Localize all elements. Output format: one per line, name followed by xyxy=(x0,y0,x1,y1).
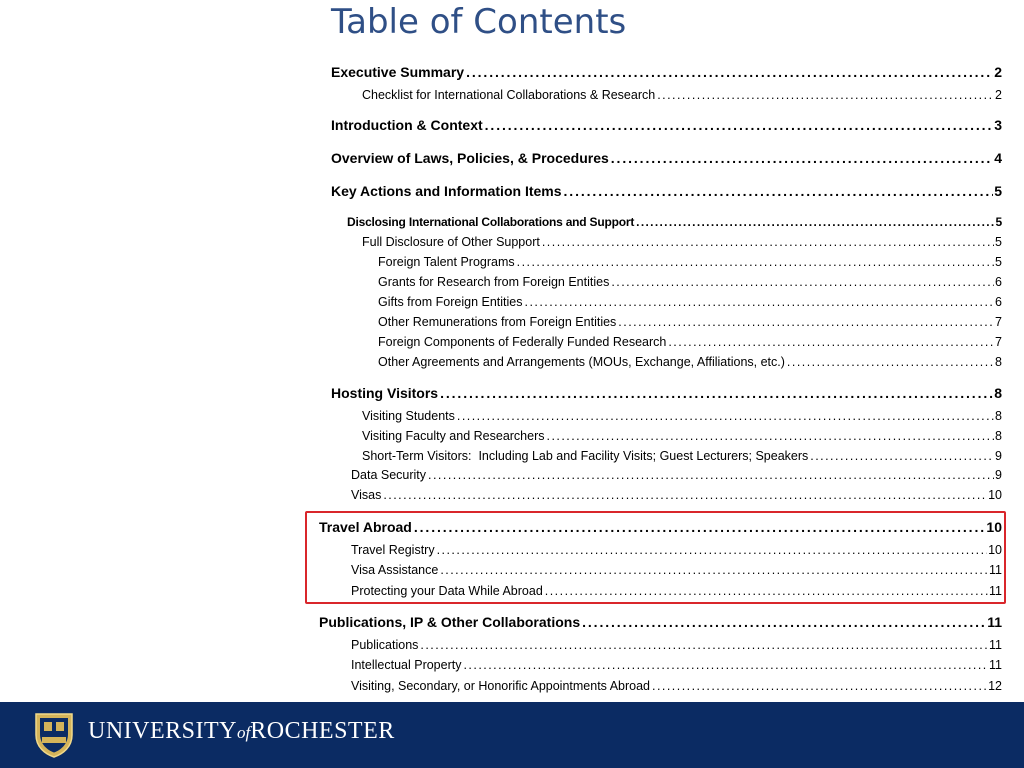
dot-leader xyxy=(457,409,994,423)
dot-leader xyxy=(437,543,988,557)
dot-leader xyxy=(564,183,994,199)
toc-page-number: 9 xyxy=(995,468,1002,482)
toc-entry-other-remunerations[interactable] xyxy=(378,315,1002,329)
toc-entry-label: Overview of Laws, Policies, & Procedures xyxy=(331,150,609,166)
dot-leader xyxy=(466,64,993,80)
toc-entry-publications-ip[interactable] xyxy=(319,614,1002,630)
toc-entry-label: Gifts from Foreign Entities xyxy=(378,295,523,309)
toc-entry-overview-laws[interactable] xyxy=(331,150,1002,166)
toc-entry-intellectual-property[interactable] xyxy=(351,658,1002,672)
dot-leader xyxy=(787,355,994,369)
toc-entry-gifts[interactable] xyxy=(378,295,1002,309)
toc-entry-label: Publications, IP & Other Collaborations xyxy=(319,614,581,630)
toc-page-number: 10 xyxy=(988,543,1002,557)
toc-page-number: 5 xyxy=(995,215,1002,229)
toc-entry-label: Foreign Components of Federally Funded Research xyxy=(378,335,667,349)
toc-entry-visiting-students[interactable] xyxy=(362,409,1002,423)
toc-page-number: 4 xyxy=(994,150,1002,166)
dot-leader xyxy=(485,117,994,133)
wordmark-of: of xyxy=(237,723,251,742)
toc-entry-visiting-appointments[interactable] xyxy=(351,679,1002,693)
toc-page-number: 8 xyxy=(995,355,1002,369)
toc-entry-disclosing[interactable] xyxy=(347,215,1002,229)
toc-page-number: 9 xyxy=(995,449,1002,463)
toc-page-number: 6 xyxy=(995,275,1002,289)
toc-entry-label: Introduction & Context xyxy=(331,117,483,133)
dot-leader xyxy=(636,215,994,229)
dot-leader xyxy=(652,679,987,693)
dot-leader xyxy=(383,488,987,502)
toc-page-number: 5 xyxy=(995,255,1002,269)
wordmark-part1: UNIVERSITY xyxy=(88,718,237,744)
toc-entry-label: Visiting Students xyxy=(362,409,455,423)
toc-entry-visas[interactable] xyxy=(351,488,1002,502)
toc-entry-other-agreements[interactable] xyxy=(378,355,1002,369)
toc-page-number: 6 xyxy=(995,295,1002,309)
toc-entry-label: Visas xyxy=(351,488,382,502)
toc-entry-label: Publications xyxy=(351,638,419,652)
toc-page-number: 11 xyxy=(989,658,1002,672)
toc-page-number: 11 xyxy=(987,614,1002,630)
toc-page-number: 8 xyxy=(995,409,1002,423)
toc-entry-travel-abroad[interactable] xyxy=(319,519,1002,535)
toc-entry-label: Short-Term Visitors: Including Lab and Facility Visits; Guest Lecturers; Speakers xyxy=(362,449,809,463)
dot-leader xyxy=(582,614,986,630)
toc-page-number: 10 xyxy=(988,488,1002,502)
toc-page-number: 5 xyxy=(994,183,1002,199)
toc-entry-foreign-talent[interactable] xyxy=(378,255,1002,269)
dot-leader xyxy=(542,235,994,249)
toc-entry-label: Foreign Talent Programs xyxy=(378,255,515,269)
toc-entry-label: Other Remunerations from Foreign Entities xyxy=(378,315,617,329)
toc-entry-label: Visiting Faculty and Researchers xyxy=(362,429,545,443)
toc-entry-key-actions[interactable] xyxy=(331,183,1002,199)
toc-entry-label: Intellectual Property xyxy=(351,658,462,672)
toc-entry-data-security[interactable] xyxy=(351,468,1002,482)
dot-leader xyxy=(668,335,994,349)
toc-entry-visa-assistance[interactable] xyxy=(351,563,1002,577)
page-title: Table of Contents xyxy=(331,2,627,42)
dot-leader xyxy=(611,150,993,166)
toc-page-number: 5 xyxy=(995,235,1002,249)
toc-page-number: 8 xyxy=(994,385,1002,401)
wordmark-part2: ROCHESTER xyxy=(250,718,395,744)
toc-entry-label: Key Actions and Information Items xyxy=(331,183,562,199)
toc-entry-short-term-visitors[interactable] xyxy=(362,449,1002,463)
toc-entry-foreign-components[interactable] xyxy=(378,335,1002,349)
toc-page-number: 11 xyxy=(989,563,1002,577)
toc-entry-label: Hosting Visitors xyxy=(331,385,439,401)
toc-page-number: 10 xyxy=(986,519,1002,535)
university-wordmark xyxy=(88,717,395,747)
toc-entry-introduction[interactable] xyxy=(331,117,1002,133)
toc-entry-publications[interactable] xyxy=(351,638,1002,652)
toc-page-number: 2 xyxy=(994,64,1002,80)
toc-entry-full-disclosure[interactable] xyxy=(362,235,1002,249)
dot-leader xyxy=(810,449,994,463)
toc-page-number: 7 xyxy=(995,315,1002,329)
toc-entry-checklist[interactable] xyxy=(362,88,1002,102)
dot-leader xyxy=(440,385,993,401)
toc-entry-hosting-visitors[interactable] xyxy=(331,385,1002,401)
toc-page-number: 2 xyxy=(995,88,1002,102)
dot-leader xyxy=(440,563,988,577)
university-shield-logo xyxy=(33,711,75,759)
toc-entry-label: Visa Assistance xyxy=(351,563,439,577)
toc-page-number: 8 xyxy=(995,429,1002,443)
toc-entry-label: Data Security xyxy=(351,468,427,482)
toc-entry-visiting-faculty[interactable] xyxy=(362,429,1002,443)
toc-entry-protecting-data[interactable] xyxy=(351,584,1002,598)
dot-leader xyxy=(517,255,994,269)
dot-leader xyxy=(420,638,988,652)
toc-page-number: 7 xyxy=(995,335,1002,349)
toc-entry-label: Grants for Research from Foreign Entities xyxy=(378,275,610,289)
dot-leader xyxy=(611,275,994,289)
dot-leader xyxy=(463,658,988,672)
toc-entry-label: Travel Abroad xyxy=(319,519,412,535)
dot-leader xyxy=(618,315,994,329)
toc-entry-label: Protecting your Data While Abroad xyxy=(351,584,543,598)
toc-page-number: 11 xyxy=(989,584,1002,598)
toc-page-number: 12 xyxy=(988,679,1002,693)
toc-entry-label: Full Disclosure of Other Support xyxy=(362,235,540,249)
dot-leader xyxy=(545,584,988,598)
dot-leader xyxy=(414,519,986,535)
toc-entry-grants[interactable] xyxy=(378,275,1002,289)
dot-leader xyxy=(525,295,995,309)
toc-entry-label: Travel Registry xyxy=(351,543,435,557)
toc-page-number: 11 xyxy=(989,638,1002,652)
toc-entry-travel-registry[interactable] xyxy=(351,543,1002,557)
toc-entry-executive-summary[interactable] xyxy=(331,64,1002,80)
dot-leader xyxy=(547,429,995,443)
toc-entry-label: Executive Summary xyxy=(331,64,465,80)
toc-entry-label: Checklist for International Collaborations & Research xyxy=(362,88,656,102)
dot-leader xyxy=(428,468,994,482)
toc-page-number: 3 xyxy=(994,117,1002,133)
dot-leader xyxy=(657,88,994,102)
toc-entry-label: Disclosing International Collaborations and Support xyxy=(347,215,635,229)
toc-entry-label: Visiting, Secondary, or Honorific Appointments Abroad xyxy=(351,679,651,693)
toc-entry-label: Other Agreements and Arrangements (MOUs, Exchange, Affiliations, etc.) xyxy=(378,355,785,369)
